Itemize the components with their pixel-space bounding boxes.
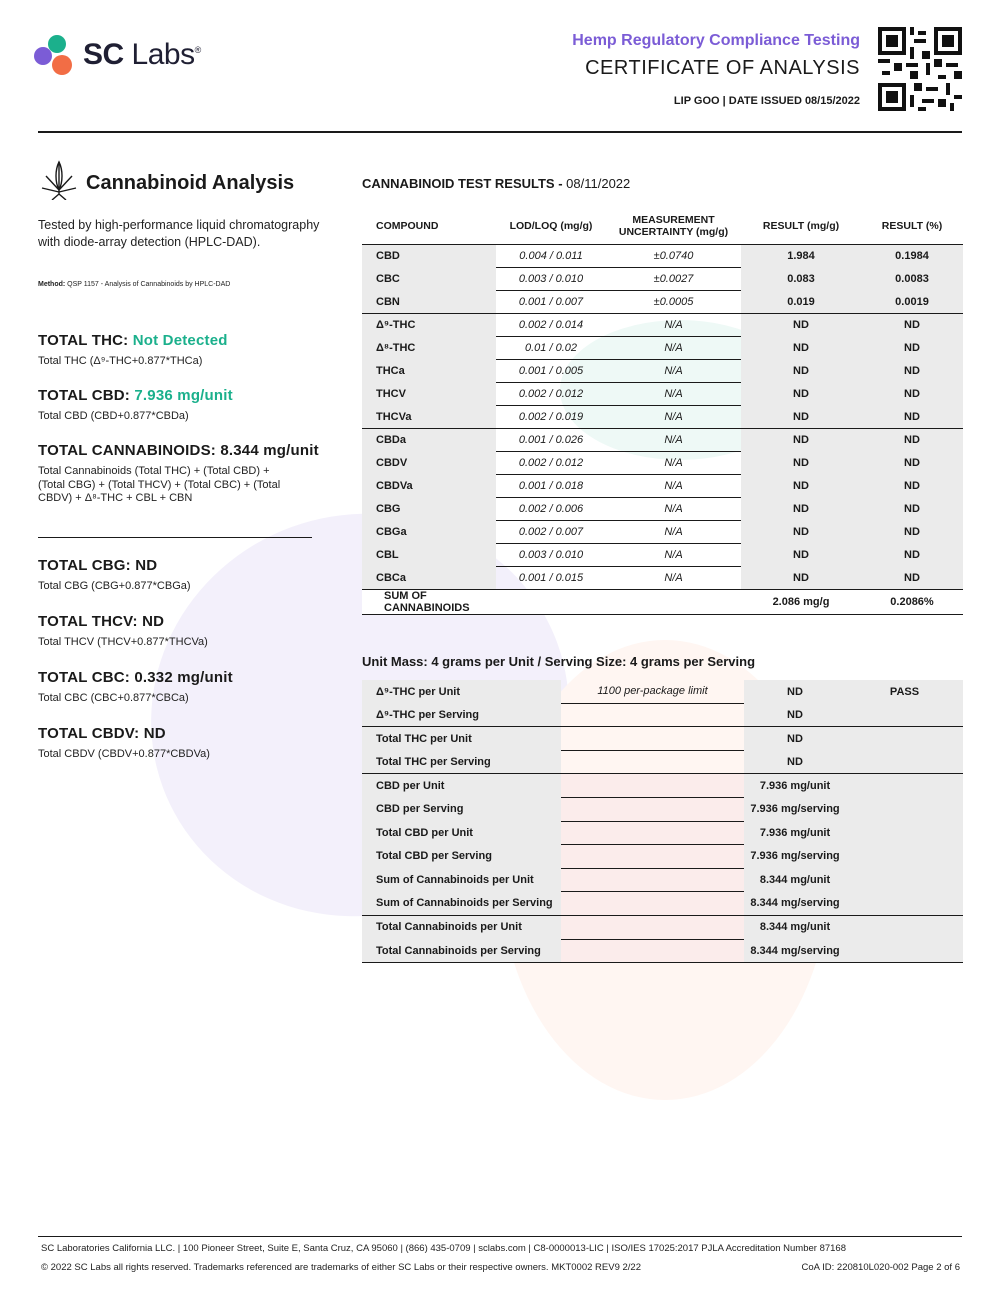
total-cannabinoids-formula: Total Cannabinoids (Total THC) + (Total CBD) + (Total CBG) + (Total THCV) + (Total CBC) + (Total CBDV) + Δ⁸-THC + CBL + CBN <box>38 465 281 504</box>
table-cell: ND <box>741 383 861 406</box>
table-cell: Total Cannabinoids per Serving <box>362 939 561 963</box>
table-row <box>362 429 963 452</box>
left-divider <box>38 537 312 538</box>
table-cell: SUM OF CANNABINOIDS <box>362 590 496 615</box>
table-row <box>362 774 963 798</box>
table-cell: ND <box>741 360 861 383</box>
table-cell: ND <box>744 750 846 774</box>
table-cell: 0.002 / 0.007 <box>496 521 606 544</box>
table-cell <box>561 703 744 727</box>
cannabinoid-results-table <box>362 208 963 615</box>
qr-code-icon <box>878 27 962 111</box>
table-cell: THCVa <box>362 406 496 429</box>
footer-address: SC Laboratories California LLC. | 100 Pioneer Street, Suite E, Santa Cruz, CA 95060 | (866) 435-0709 | sclabs.com | C8-0000013-LIC | ISO/IES 17025:2017 PJLA Accreditation Number 87168 <box>41 1243 846 1254</box>
total-cbg-formula: Total CBG (CBG+0.877*CBGa) <box>38 580 191 592</box>
column-header: COMPOUND <box>376 220 439 232</box>
table-cell <box>606 590 741 615</box>
table-row <box>362 868 963 892</box>
table-cell: ND <box>861 360 963 383</box>
table-cell: ND <box>741 544 861 567</box>
sc-labs-logo-icon <box>34 35 74 77</box>
table-cell: 7.936 mg/serving <box>744 797 846 821</box>
table-cell: 7.936 mg/serving <box>744 845 846 869</box>
table-cell: N/A <box>606 475 741 498</box>
table-row <box>362 360 963 383</box>
table-cell: ND <box>741 521 861 544</box>
table-cell <box>561 845 744 869</box>
column-header: LOD/LOQ (mg/g) <box>509 220 593 232</box>
header-meta: LIP GOO | DATE ISSUED 08/15/2022 <box>673 95 860 107</box>
table-cell: N/A <box>606 406 741 429</box>
table-cell: ND <box>861 452 963 475</box>
table-cell: ND <box>861 406 963 429</box>
table-cell: 8.344 mg/unit <box>744 915 846 939</box>
table-cell: 0.002 / 0.012 <box>496 452 606 475</box>
table-cell <box>846 750 963 774</box>
table-cell <box>561 821 744 845</box>
table-cell: N/A <box>606 452 741 475</box>
footer-divider <box>38 1236 962 1237</box>
table-cell: 0.003 / 0.010 <box>496 544 606 567</box>
table-cell: N/A <box>606 337 741 360</box>
table-cell: Sum of Cannabinoids per Serving <box>362 892 561 916</box>
table-cell: ±0.0740 <box>606 245 741 268</box>
table-cell: 2.086 mg/g <box>741 590 861 615</box>
table-cell: CBL <box>362 544 496 567</box>
table-cell: ND <box>741 337 861 360</box>
document-title: CERTIFICATE OF ANALYSIS <box>585 57 860 79</box>
section-title: Cannabinoid Analysis <box>86 172 295 194</box>
table-cell: THCV <box>362 383 496 406</box>
table-cell: ±0.0027 <box>606 268 741 291</box>
table-cell: 0.002 / 0.019 <box>496 406 606 429</box>
table-cell: 0.1984 <box>861 245 963 268</box>
table-row <box>362 915 963 939</box>
table-cell <box>846 892 963 916</box>
table-cell: 1100 per-package limit <box>561 680 744 703</box>
table-cell: ND <box>744 703 846 727</box>
table-cell: 0.001 / 0.015 <box>496 567 606 590</box>
total-cbg-label: TOTAL CBG: ND <box>38 557 158 574</box>
table-cell: Total Cannabinoids per Unit <box>362 915 561 939</box>
table-cell: 0.001 / 0.018 <box>496 475 606 498</box>
table-cell: 8.344 mg/unit <box>744 868 846 892</box>
total-thcv-formula: Total THCV (THCV+0.877*THCVa) <box>38 636 208 648</box>
table-cell <box>846 774 963 798</box>
table-cell: 0.002 / 0.014 <box>496 314 606 337</box>
table-row <box>362 406 963 429</box>
table-row <box>362 383 963 406</box>
table-cell: N/A <box>606 498 741 521</box>
table-cell: N/A <box>606 567 741 590</box>
total-cbc-formula: Total CBC (CBC+0.877*CBCa) <box>38 692 189 704</box>
table-cell: ND <box>861 498 963 521</box>
table-cell: CBD per Unit <box>362 774 561 798</box>
table-cell: 0.083 <box>741 268 861 291</box>
table-row <box>362 727 963 751</box>
table-cell: ND <box>861 337 963 360</box>
table-cell <box>846 703 963 727</box>
table-cell: ND <box>861 429 963 452</box>
table-cell: ND <box>744 680 846 703</box>
table-row <box>362 544 963 567</box>
table-cell <box>846 939 963 963</box>
table-cell: ND <box>741 567 861 590</box>
table-cell: CBGa <box>362 521 496 544</box>
column-header: RESULT (%) <box>881 220 943 232</box>
table-cell: ND <box>861 314 963 337</box>
table-cell: Δ⁹-THC per Unit <box>362 680 561 703</box>
table-row <box>362 939 963 963</box>
table-row <box>362 337 963 360</box>
table-cell: CBCa <box>362 567 496 590</box>
table-cell: N/A <box>606 544 741 567</box>
table-cell: N/A <box>606 429 741 452</box>
table-cell: 8.344 mg/serving <box>744 939 846 963</box>
table-cell: ±0.0005 <box>606 291 741 314</box>
table-cell <box>561 939 744 963</box>
table-cell: CBDVa <box>362 475 496 498</box>
table-row <box>362 452 963 475</box>
unit-serving-table <box>362 680 963 963</box>
sum-row <box>362 590 963 615</box>
table-cell <box>561 774 744 798</box>
table-cell: ND <box>861 383 963 406</box>
table-row <box>362 291 963 314</box>
table-cell: 7.936 mg/unit <box>744 774 846 798</box>
table-cell: 0.002 / 0.006 <box>496 498 606 521</box>
table-cell <box>846 915 963 939</box>
table-cell <box>846 797 963 821</box>
table-cell <box>561 868 744 892</box>
table-cell: PASS <box>846 680 963 703</box>
total-cannabinoids-label: TOTAL CANNABINOIDS: 8.344 mg/unit <box>38 442 319 459</box>
table-cell <box>561 915 744 939</box>
table-cell: CBN <box>362 291 496 314</box>
table-cell: ND <box>861 475 963 498</box>
table-row <box>362 498 963 521</box>
table-row <box>362 845 963 869</box>
table-cell: N/A <box>606 314 741 337</box>
table-cell: Δ⁸-THC <box>362 337 496 360</box>
table-row <box>362 680 963 703</box>
table-cell: N/A <box>606 383 741 406</box>
brand-name: SC Labs® <box>83 38 201 71</box>
table-cell <box>496 590 606 615</box>
table-cell: 0.0083 <box>861 268 963 291</box>
table-cell <box>846 821 963 845</box>
header-divider <box>38 131 962 133</box>
table-cell: N/A <box>606 360 741 383</box>
table-cell: ND <box>741 452 861 475</box>
table-row <box>362 521 963 544</box>
analysis-description: Tested by high-performance liquid chromatography with diode-array detection (HPLC-DAD). <box>38 218 320 249</box>
table-cell: Total THC per Unit <box>362 727 561 751</box>
table-cell: 0.001 / 0.005 <box>496 360 606 383</box>
table-cell: ND <box>741 498 861 521</box>
table-cell: 0.2086% <box>861 590 963 615</box>
total-thcv-label: TOTAL THCV: ND <box>38 613 165 630</box>
table-cell: 1.984 <box>741 245 861 268</box>
table-row <box>362 703 963 727</box>
table-cell: Sum of Cannabinoids per Unit <box>362 868 561 892</box>
table-row <box>362 821 963 845</box>
table-row <box>362 750 963 774</box>
table-cell: 0.002 / 0.012 <box>496 383 606 406</box>
total-cbd-label: TOTAL CBD: 7.936 mg/unit <box>38 387 233 404</box>
table-cell <box>561 727 744 751</box>
table-cell: 0.003 / 0.010 <box>496 268 606 291</box>
footer-copyright: © 2022 SC Labs all rights reserved. Trademarks referenced are trademarks of either SC Labs or their respective owners. MKT0002 REV9 2/22 <box>41 1262 641 1273</box>
table-cell: ND <box>861 521 963 544</box>
table-row <box>362 314 963 337</box>
footer-coa-id: CoA ID: 220810L020-002 Page 2 of 6 <box>801 1262 960 1273</box>
table-row <box>362 892 963 916</box>
table-cell: ND <box>741 475 861 498</box>
table-cell: 0.0019 <box>861 291 963 314</box>
table-cell: CBG <box>362 498 496 521</box>
total-cbdv-label: TOTAL CBDV: ND <box>38 725 166 742</box>
total-thc-label: TOTAL THC: Not Detected <box>38 332 228 349</box>
table-row <box>362 268 963 291</box>
total-cbc-label: TOTAL CBC: 0.332 mg/unit <box>38 669 233 686</box>
table-cell: 0.004 / 0.011 <box>496 245 606 268</box>
total-cbd-formula: Total CBD (CBD+0.877*CBDa) <box>38 410 189 422</box>
results-title: CANNABINOID TEST RESULTS - 08/11/2022 <box>362 176 631 191</box>
table-cell <box>846 868 963 892</box>
table-cell <box>561 892 744 916</box>
table-cell: THCa <box>362 360 496 383</box>
table-cell: ND <box>741 429 861 452</box>
table-cell: Total THC per Serving <box>362 750 561 774</box>
method-text: Method: QSP 1157 - Analysis of Cannabinoids by HPLC-DAD <box>38 281 231 288</box>
table-row <box>362 475 963 498</box>
table-cell: 7.936 mg/unit <box>744 821 846 845</box>
table-cell: 0.01 / 0.02 <box>496 337 606 360</box>
table-cell <box>846 727 963 751</box>
column-header: RESULT (mg/g) <box>762 220 840 232</box>
table-row <box>362 245 963 268</box>
table-cell <box>561 797 744 821</box>
table-cell: CBD <box>362 245 496 268</box>
cannabis-leaf-icon <box>38 160 80 200</box>
table-cell: CBDa <box>362 429 496 452</box>
table-cell: 0.001 / 0.007 <box>496 291 606 314</box>
table-cell: 0.019 <box>741 291 861 314</box>
table-cell: 8.344 mg/serving <box>744 892 846 916</box>
table-cell <box>561 750 744 774</box>
table-cell: ND <box>741 406 861 429</box>
table-cell: Δ⁹-THC per Serving <box>362 703 561 727</box>
column-header: MEASUREMENT UNCERTAINTY (mg/g) <box>618 214 729 238</box>
table-cell: Total CBD per Unit <box>362 821 561 845</box>
table-cell: CBDV <box>362 452 496 475</box>
table-cell: Δ⁹-THC <box>362 314 496 337</box>
table-cell: N/A <box>606 521 741 544</box>
table-cell: CBD per Serving <box>362 797 561 821</box>
table-cell <box>846 845 963 869</box>
table-cell: ND <box>861 544 963 567</box>
table-cell: ND <box>861 567 963 590</box>
total-thc-formula: Total THC (Δ⁹-THC+0.877*THCa) <box>38 355 203 367</box>
table-cell: CBC <box>362 268 496 291</box>
total-cbdv-formula: Total CBDV (CBDV+0.877*CBDVa) <box>38 748 210 760</box>
header-subtitle: Hemp Regulatory Compliance Testing <box>572 32 860 49</box>
unit-mass-title: Unit Mass: 4 grams per Unit / Serving Size: 4 grams per Serving <box>362 654 756 669</box>
table-cell: 0.001 / 0.026 <box>496 429 606 452</box>
table-row <box>362 567 963 590</box>
table-cell: Total CBD per Serving <box>362 845 561 869</box>
table-cell: ND <box>744 727 846 751</box>
table-row <box>362 797 963 821</box>
table-cell: ND <box>741 314 861 337</box>
